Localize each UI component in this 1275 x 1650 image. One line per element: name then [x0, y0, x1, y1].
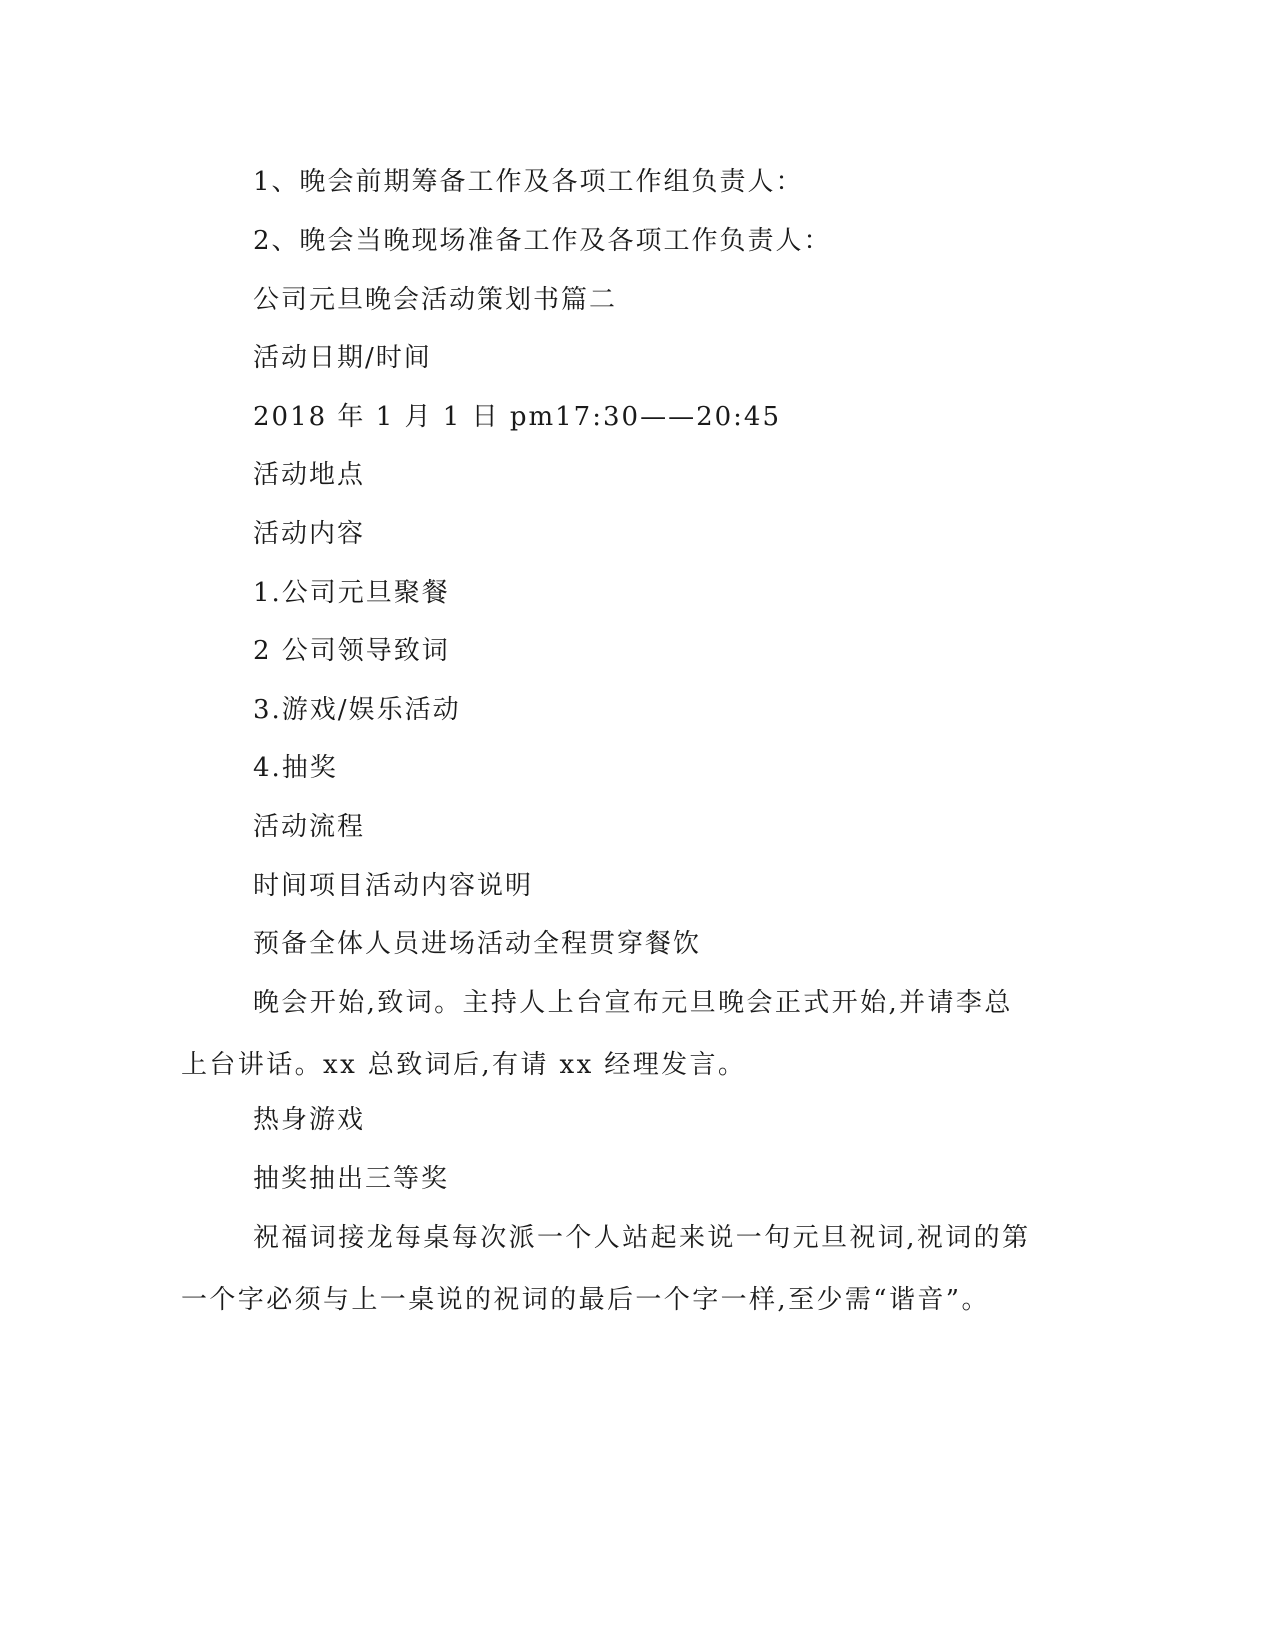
- list-item-speech: 2 公司领导致词: [253, 636, 450, 666]
- paragraph-preparation-staff: 1、晚会前期筹备工作及各项工作组负责人：: [253, 167, 804, 197]
- heading-process: 活动流程: [253, 812, 366, 842]
- list-item-games: 3.游戏/娱乐活动: [253, 695, 461, 725]
- paragraph-date-time: 2018 年 1 月 1 日 pm17:30——20:45: [253, 402, 781, 432]
- heading-location: 活动地点: [253, 460, 366, 490]
- heading-content: 活动内容: [253, 519, 366, 549]
- paragraph-table-header: 时间项目活动内容说明: [253, 871, 534, 901]
- paragraph-blessing-relay: 祝福词接龙每桌每次派一个人站起来说一句元旦祝词,祝词的第一个字必须与上一桌说的祝词的最后一个字一样,至少需“谐音”。: [181, 1223, 1031, 1315]
- paragraph-onsite-staff: 2、晚会当晚现场准备工作及各项工作负责人：: [253, 226, 832, 256]
- paragraph-opening: 晚会开始,致词。主持人上台宣布元旦晚会正式开始,并请李总上台讲话。xx 总致词后,有请 xx 经理发言。: [181, 988, 1013, 1080]
- paragraph-third-prize: 抽奖抽出三等奖: [253, 1164, 450, 1194]
- list-item-dinner: 1.公司元旦聚餐: [253, 578, 450, 608]
- paragraph-preparation: 预备全体人员进场活动全程贯穿餐饮: [253, 929, 702, 959]
- heading-date-time: 活动日期/时间: [253, 343, 432, 373]
- paragraph-warmup-game: 热身游戏: [253, 1105, 366, 1135]
- section-title: 公司元旦晚会活动策划书篇二: [253, 285, 618, 315]
- list-item-lottery: 4.抽奖: [253, 753, 338, 783]
